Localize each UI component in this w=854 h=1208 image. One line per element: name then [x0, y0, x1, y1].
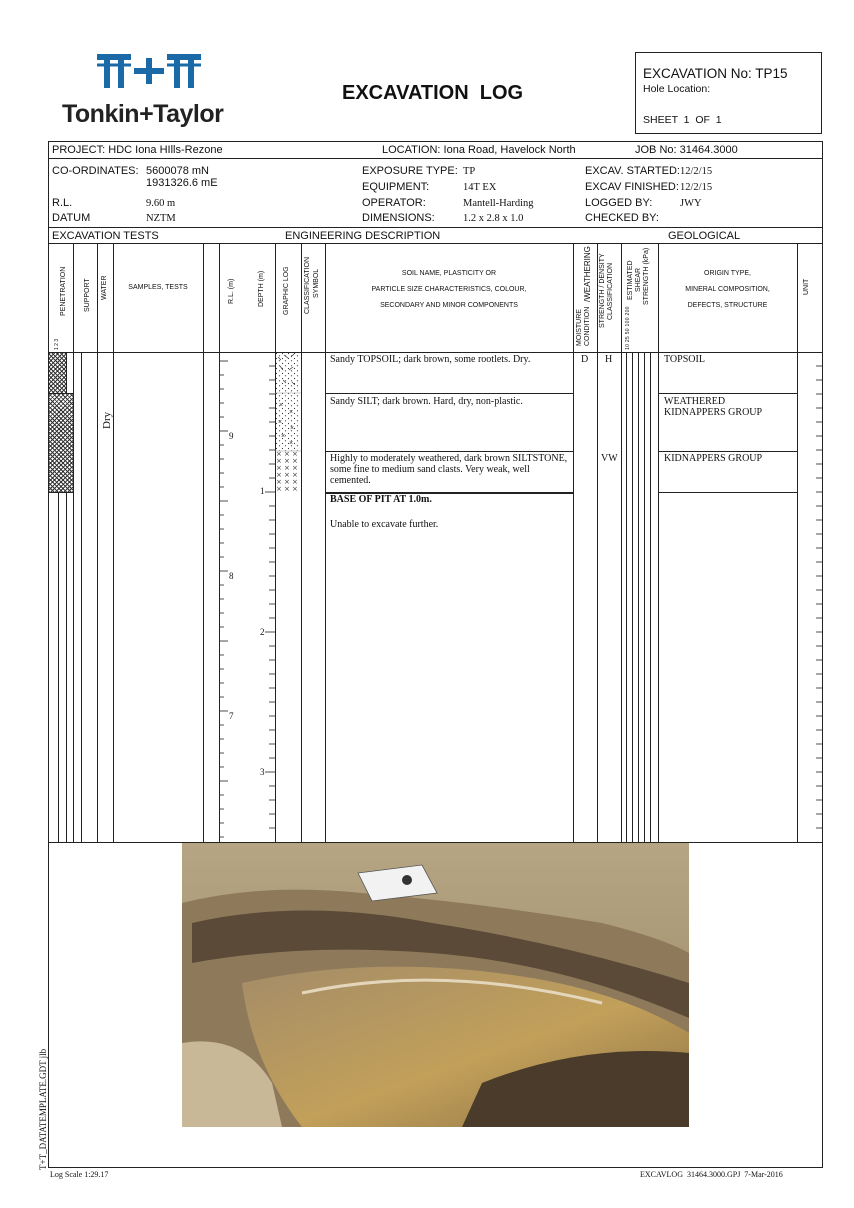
col-graphic-log: GRAPHIC LOG: [283, 266, 290, 315]
graphic-log: [275, 352, 301, 492]
hole-location: Hole Location:: [643, 83, 711, 95]
finished-label: EXCAV FINISHED:: [585, 181, 679, 193]
rl-tick-7: 7: [229, 711, 234, 721]
col-moisture: MOISTURE: [576, 309, 583, 346]
svg-text:×: ×: [279, 402, 284, 409]
side-template-label: T+T_DATATEMPLATE.GDT jlb: [38, 1048, 48, 1170]
col-samples: SAMPLES, TESTS: [128, 284, 188, 291]
company-logo: [60, 50, 240, 132]
section-engineering-description: ENGINEERING DESCRIPTION: [285, 230, 441, 242]
depth-tick-1: 1: [260, 486, 265, 496]
col-soil-name: SOIL NAME, PLASTICITY OR PARTICLE SIZE CHARACTERISTICS, COLOUR, SECONDARY AND MINOR COMPONENTS: [371, 270, 527, 309]
col-water: WATER: [101, 275, 108, 300]
col-depth: DEPTH (m): [258, 270, 265, 307]
page-title: EXCAVATION LOG: [342, 82, 524, 104]
file-reference: EXCAVLOG 31464.3000.GPJ 7-Mar-2016: [640, 1170, 783, 1179]
layer-2-description: Sandy SILT; dark brown. Hard, dry, non-plastic.: [330, 396, 523, 407]
col-shear-scale: 10 25 50 100 200: [625, 306, 631, 350]
log-scale: Log Scale 1:29.17: [50, 1170, 109, 1179]
checked-label: CHECKED BY:: [585, 212, 659, 224]
col-shear-1: ESTIMATED: [627, 260, 634, 300]
dimensions-label: DIMENSIONS:: [362, 212, 435, 224]
operator-label: OPERATOR:: [362, 197, 426, 209]
svg-text:×: ×: [289, 409, 294, 416]
col-strength-class: CLASSIFICATION: [607, 262, 614, 320]
col-penetration: PENETRATION: [60, 266, 67, 316]
excavation-id-box: [635, 52, 822, 134]
svg-text:×: ×: [290, 425, 295, 432]
coordinates-me: 1931326.6 mE: [146, 177, 218, 189]
col-unit: UNIT: [803, 278, 810, 295]
project-label: PROJECT: HDC Iona HIlls-Rezone: [52, 144, 223, 156]
equipment-label: EQUIPMENT:: [362, 181, 430, 193]
exposure-value: TP: [463, 166, 476, 177]
tt-logo-icon: [60, 50, 240, 98]
col-support: SUPPORT: [84, 278, 91, 312]
penetration-bar-1: [49, 353, 66, 393]
water-value: Dry: [101, 411, 113, 429]
svg-text:×: ×: [278, 419, 283, 426]
col-penetration-scale: 1 2 3: [54, 338, 60, 350]
exposure-label: EXPOSURE TYPE:: [362, 165, 458, 177]
layer-3-strength: VW: [601, 453, 618, 464]
col-strength: STRENGTH / DENSITY: [599, 253, 606, 328]
col-origin: ORIGIN TYPE, MINERAL COMPOSITION, DEFECTS, STRUCTURE: [685, 270, 770, 309]
layer-1-moisture: D: [581, 354, 589, 365]
col-classification: CLASSIFICATION: [304, 256, 311, 314]
layer-3-description: Highly to moderately weathered, dark brown SILTSTONE, some fine to medium sand clasts. Very weak, well cemented.: [330, 453, 568, 486]
rl-label: R.L.: [52, 197, 73, 209]
section-excavation-tests: EXCAVATION TESTS: [52, 230, 159, 242]
rl-value: 9.60 m: [146, 198, 176, 209]
logged-value: JWY: [680, 198, 702, 209]
svg-text:×: ×: [289, 440, 294, 447]
location-value: Iona Road, Havelock North: [443, 144, 576, 156]
layer-1-geology: TOPSOIL: [664, 354, 705, 365]
location-label: LOCATION: Iona Road, Havelock North: [382, 144, 576, 156]
svg-text:×: ×: [281, 433, 286, 440]
finished-value: 12/2/15: [680, 182, 713, 193]
layer-1-strength: H: [605, 354, 613, 365]
layer-2-geology: WEATHERED KIDNAPPERS GROUP: [664, 396, 763, 418]
section-geological: GEOLOGICAL: [668, 230, 741, 242]
col-shear-2: SHEAR: [635, 267, 642, 292]
col-weathering: /WEATHERING: [583, 246, 592, 302]
penetration-bar-2: [49, 393, 73, 492]
layer-1-description: Sandy TOPSOIL; dark brown, some rootlets. Dry.: [330, 354, 531, 365]
brand-name: Tonkin+Taylor: [62, 100, 224, 128]
datum-value: NZTM: [146, 213, 176, 224]
equipment-value: 14T EX: [463, 182, 497, 193]
depth-tick-2: 2: [260, 627, 265, 637]
base-of-pit: BASE OF PIT AT 1.0m.: [330, 494, 432, 505]
started-value: 12/2/15: [680, 166, 713, 177]
depth-tick-3: 3: [260, 767, 265, 777]
base-note: Unable to excavate further.: [330, 519, 439, 530]
col-shear-3: STRENGTH (kPa): [643, 247, 650, 305]
col-moisture-condition: CONDITION: [584, 306, 591, 346]
job-label: JOB No: 31464.3000: [635, 144, 738, 156]
datum-label: DATUM: [52, 212, 91, 224]
rl-scale: [219, 352, 239, 842]
unit-scale: [797, 352, 823, 842]
dimensions-value: 1.2 x 2.8 x 1.0: [463, 213, 524, 224]
operator-value: Mantell-Harding: [463, 198, 534, 209]
col-classification-symbol: SYMBOL: [313, 268, 320, 298]
sheet-number: SHEET 1 OF 1: [643, 114, 722, 126]
rl-tick-8: 8: [229, 571, 234, 581]
started-label: EXCAV. STARTED:: [585, 165, 680, 177]
excavation-number: EXCAVATION No: TP15: [643, 66, 788, 81]
job-value: 31464.3000: [679, 144, 738, 156]
logged-label: LOGGED BY:: [585, 197, 653, 209]
coordinates-label: CO-ORDINATES:: [52, 165, 139, 177]
layer-3-geology: KIDNAPPERS GROUP: [664, 453, 763, 464]
depth-scale: [256, 352, 276, 842]
coordinates-mn: 5600078 mN: [146, 165, 209, 177]
project-value: HDC Iona HIlls-Rezone: [108, 144, 223, 156]
col-rl: R.L. (m): [228, 278, 235, 304]
rl-tick-9: 9: [229, 431, 234, 441]
test-pit-photo: [182, 843, 689, 1127]
